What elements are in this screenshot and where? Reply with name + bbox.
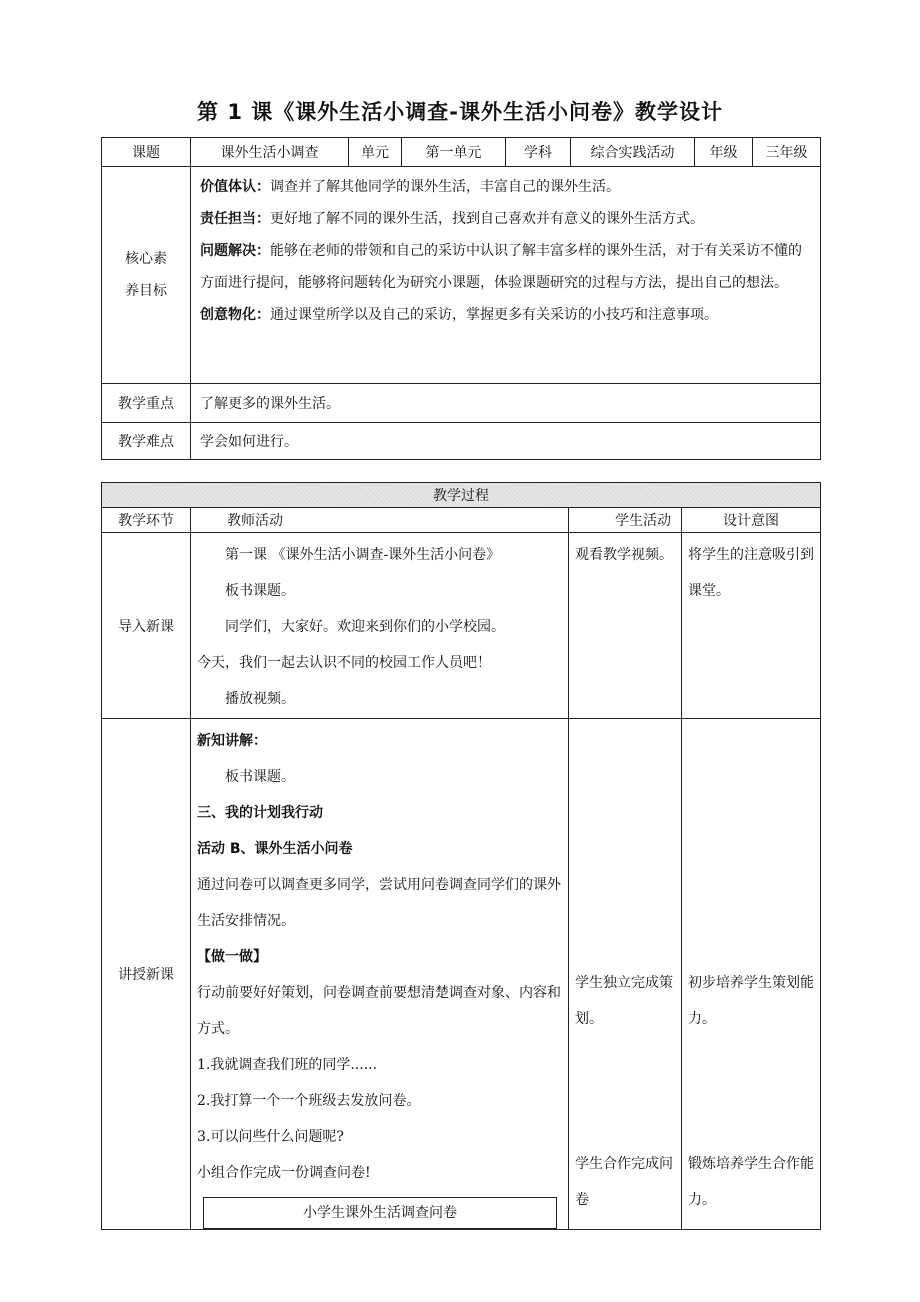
intro-row <box>102 533 821 719</box>
process-title: 教学过程 <box>102 483 821 508</box>
lecture-row <box>102 719 821 1230</box>
subject-label: 学科 <box>506 138 571 167</box>
basic-info-table <box>101 137 821 460</box>
col-header-stage: 教学环节 <box>102 508 191 533</box>
core-item: 责任担当：更好地了解不同的课外生活，找到自己喜欢并有意义的课外生活方式。 <box>200 211 704 227</box>
key-point-row <box>102 384 821 423</box>
core-literacy-label: 核心素 养目标 <box>102 167 191 384</box>
teaching-process-table <box>101 482 821 1230</box>
grade-value: 三年级 <box>753 138 821 167</box>
info-row <box>102 138 821 167</box>
intro-stage: 导入新课 <box>102 533 191 719</box>
difficulty-text: 学会如何进行。 <box>191 423 821 460</box>
lecture-teacher-activity: 新知讲解： 板书课题。 三、我的计划我行动 活动 B、课外生活小问卷 通过问卷可以调查更多同学，尝试用问卷调查同学们的课外生活安排情况。 【做一做】 行动前要好好策划，问卷调查前要想清楚调查对象、内容和方式。 1.我就调查我们班的同学...... 2.我打算一个一个班级去发放问卷。 3.可以问些什么问题呢? 小组合作完成一份调查问卷! 小学生课外生活调查问卷 <box>191 719 569 1230</box>
unit-value: 第一单元 <box>402 138 506 167</box>
key-point-label: 教学重点 <box>102 384 191 423</box>
unit-label: 单元 <box>349 138 402 167</box>
core-item: 问题解决：能够在老师的带领和自己的采访中认识了解丰富多样的课外生活，对于有关采访不懂的方面进行提问，能够将问题转化为研究小课题，体验课题研究的过程与方法，提出自己的想法。 <box>200 243 802 291</box>
col-header-student: 学生活动 <box>569 508 682 533</box>
key-point-text: 了解更多的课外生活。 <box>191 384 821 423</box>
page-title: 第 1 课《课外生活小调查-课外生活小问卷》教学设计 <box>197 100 723 124</box>
lecture-stage: 讲授新课 <box>102 719 191 1230</box>
difficulty-row <box>102 423 821 460</box>
core-item: 创意物化：通过课堂所学以及自己的采访，掌握更多有关采访的小技巧和注意事项。 <box>200 307 718 323</box>
grade-label: 年级 <box>695 138 753 167</box>
subject-value: 综合实践活动 <box>571 138 695 167</box>
col-header-teacher: 教师活动 <box>191 508 569 533</box>
core-item: 价值体认：调查并了解其他同学的课外生活，丰富自己的课外生活。 <box>200 179 620 195</box>
intro-design-intent: 将学生的注意吸引到课堂。 <box>682 533 821 719</box>
core-literacy-row <box>102 167 821 384</box>
lecture-design-intent: 初步培养学生策划能力。 锻炼培养学生合作能力。 <box>682 719 821 1230</box>
lecture-student-activity: 学生独立完成策划。 学生合作完成问卷 <box>569 719 682 1230</box>
difficulty-label: 教学难点 <box>102 423 191 460</box>
survey-title-box: 小学生课外生活调查问卷 <box>203 1197 557 1229</box>
intro-teacher-activity: 第一课 《课外生活小调查-课外生活小问卷》 板书课题。 同学们，大家好。欢迎来到你们的小学校园。 今天，我们一起去认识不同的校园工作人员吧！ 播放视频。 <box>191 533 569 719</box>
intro-student-activity: 观看教学视频。 <box>569 533 682 719</box>
core-literacy-content <box>191 167 821 384</box>
col-header-intent: 设计意图 <box>682 508 821 533</box>
process-column-headers <box>102 508 821 533</box>
process-section-header <box>102 483 821 508</box>
topic-value: 课外生活小调查 <box>191 138 349 167</box>
topic-label: 课题 <box>102 138 191 167</box>
